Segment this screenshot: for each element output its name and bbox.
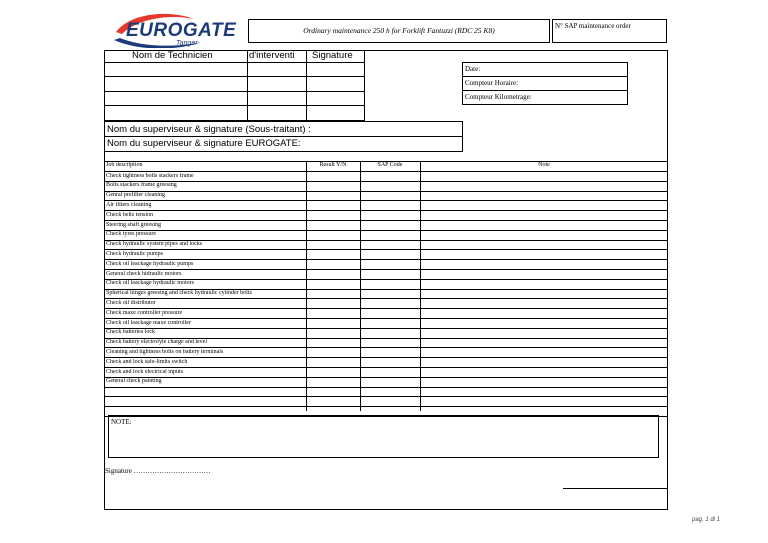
supervisor-row-line [105,136,462,137]
note-box[interactable] [108,415,659,458]
signature-label: Signature …………………………… [105,467,211,475]
job-col-divider [420,161,421,411]
job-row-description: Check hydraulic pumps [106,250,163,257]
job-col-divider [306,161,307,411]
job-row-description: Check tyres pressure [106,231,156,238]
col-signature: Signature [312,50,353,61]
tech-divider [306,50,307,121]
logo-sub-text: Tanger [176,40,198,47]
job-header-description: Job description [106,162,143,168]
note-label: NOTE: [111,418,132,426]
tech-row-line [104,62,364,63]
sap-order-label: N° SAP maintenance order [555,22,631,30]
tech-divider [247,50,248,121]
job-col-divider [360,161,361,411]
job-row-description: Check oil leackage hydraulic motors [106,280,194,287]
date-label: Date: [465,65,481,73]
job-table [104,161,668,411]
supervisor-box [104,121,463,152]
job-row-description: Check oil leackage hydraulic pumps [106,260,194,267]
col-intervention: d'interventi [249,50,295,61]
job-row-description: Check oil leackage maxe controller [106,319,191,326]
job-header-sap: SAP Code [377,162,403,168]
job-row-description: Spherical hinges greesing and check hydraulic cylinder bolts [106,290,252,297]
job-row-description: Check and lock safe-limits switch [106,358,188,365]
job-row-line [104,387,668,388]
job-row-description: Cleaning and tightness bolts on battery terminals [106,348,224,355]
eurogate-supervisor-label: Nom du superviseur & signature EUROGATE: [107,138,301,149]
eurogate-logo [106,10,242,48]
job-row-description: Check tightness bolts stackers frame [106,172,194,179]
title-box [248,19,550,43]
info-row-line [463,90,627,91]
job-row-description: Check battery electrolyte charge and level [106,339,208,346]
job-row-description: General check painting [106,378,162,385]
job-row-description: Check oil distributor [106,299,156,306]
job-row-line [104,406,668,407]
job-row-description: Check maxe controller pressure [106,309,183,316]
tech-row-line [104,91,364,92]
sap-order-box [552,19,667,43]
page-title: Ordinary maintenance 250 h for Forklift Fantuzzi (RDC 25 K8) [303,26,495,35]
info-box [462,62,628,105]
info-row-line [463,76,627,77]
job-row-description: General check hidraulic motors [106,270,182,277]
job-row-description: Check hydraulic system pipes and locks [106,241,203,248]
job-row-description: Bolts stackers frame greesing [106,182,177,189]
hour-counter-label: Compteur Horaire: [465,79,519,87]
km-counter-label: Compteur Kilometrage: [465,93,532,101]
job-row-description: Air filters cleaning [106,201,152,208]
tech-row-line [104,76,364,77]
tech-row-line [104,105,364,106]
tech-divider [364,50,365,121]
job-row-description: Steering shaft greesing [106,221,161,228]
job-header-note: Note [538,162,550,168]
job-row-line [104,396,668,397]
logo-brand-text: EUROGATE [126,20,237,41]
job-row-description: Check batteries lock [106,329,155,336]
job-row-description: Check belts tension [106,211,153,218]
technicians-table [104,50,364,121]
page-number: pag. 1 di 1 [692,517,721,523]
signature-rule [563,488,668,489]
subcontractor-supervisor-label: Nom du superviseur & signature (Sous-traitant) : [107,124,311,135]
job-row-description: Check and lock electrical inputs [106,368,183,375]
job-row-description: Genral prefilter cleaning [106,192,165,199]
col-technician-name: Nom de Technicien [132,50,213,61]
job-header-result: Result Y/N [319,162,347,168]
